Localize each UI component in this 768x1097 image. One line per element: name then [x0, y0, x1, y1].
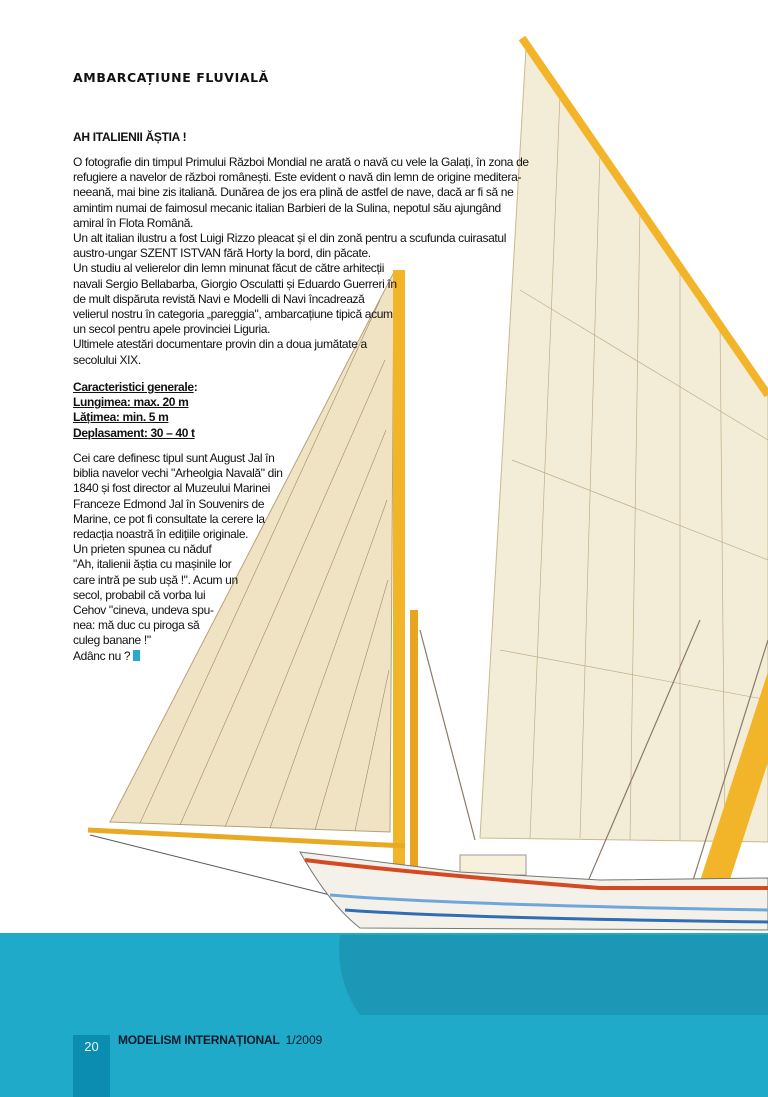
text-line: biblia navelor vechi "Arheolgia Navală" din — [73, 466, 283, 481]
text-line: amintim numai de faimosul mecanic italian Barbieri de la Sulina, nepotul său ajungând — [73, 200, 501, 215]
spec-width: Lățimea: min. 5 m — [73, 410, 169, 425]
boom — [88, 830, 405, 846]
spec-displacement: Deplasament: 30 – 40 t — [73, 425, 195, 440]
text-line: Adânc nu ? — [73, 648, 131, 663]
text-line: Cehov "cineva, undeva spu- — [73, 603, 214, 618]
text-line: "Ah, italienii ăștia cu mașinile lor — [73, 557, 232, 572]
footer — [118, 1033, 322, 1047]
text-line: Un alt italian ilustru a fost Luigi Rizzo pleacat și el din zonă pentru a scufunda cuirasatul — [73, 231, 507, 246]
text-line: velierul nostru în categoria „pareggia", ambarcațiune tipică acum — [73, 307, 393, 322]
spec-length: Lungimea: max. 20 m — [73, 395, 189, 410]
text-line: culeg banane !" — [73, 633, 151, 648]
text-line: Cei care definesc tipul sunt August Jal în — [73, 451, 275, 465]
text-line: amiral în Flota Română. — [73, 215, 194, 230]
text-line: neeană, mai bine zis italiană. Dunărea de jos era plină de astfel de nave, dacă ar fi să ne — [73, 185, 514, 200]
text-line: redacția noastră în edițiile originale. — [73, 527, 249, 542]
text-line: nea: mă duc cu piroga să — [73, 618, 200, 633]
text-line: navali Sergio Bellabarba, Giorgio Osculatti și Eduardo Guerreri în — [73, 276, 397, 291]
text-line: Ultimele atestări documentare provin din a doua jumătate a — [73, 337, 367, 352]
article-title: AH ITALIENII ĂȘTIA ! — [73, 130, 187, 144]
closing-text — [73, 451, 283, 664]
section-kicker: AMBARCAȚIUNE FLUVIALĂ — [73, 70, 269, 85]
text-line: de mult dispăruta revistă Navi e Modelli di Navi încadrează — [73, 291, 365, 306]
end-of-article-mark — [133, 650, 140, 661]
magazine-name: MODELISM INTERNAȚIONAL — [118, 1033, 280, 1047]
text-line: austro-ungar SZENT ISTVAN fără Horty la bord, din păcate. — [73, 246, 371, 261]
text-line: Franceze Edmond Jal în Souvenirs de — [73, 496, 265, 511]
text-line: 1840 și fost director al Muzeului Marinei — [73, 481, 271, 496]
text-line: Un prieten spunea cu năduf — [73, 542, 212, 557]
text-line: refugiere a navelor de război românești. Este evident o navă din lemn de origine meditera- — [73, 170, 522, 185]
text-line: secol, probabil că vorba lui — [73, 587, 206, 602]
specs-heading: Caracteristici generale — [73, 380, 194, 394]
issue-number: 1/2009 — [285, 1033, 323, 1047]
page-number: 20 — [73, 1035, 110, 1097]
text-line: O fotografie din timpul Primului Război Mondial ne arată o navă cu vele la Galați, în zona de — [73, 155, 529, 169]
specs-colon: : — [193, 380, 198, 394]
text-line: un secol pentru apele provinciei Liguria. — [73, 322, 271, 337]
specs-block — [73, 380, 197, 441]
text-line: secolului XIX. — [73, 352, 141, 367]
text-line: Marine, ce pot fi consultate la cerere la — [73, 511, 265, 526]
text-line: care intră pe sub ușă !". Acum un — [73, 572, 238, 587]
text-line: Un studiu al velierelor din lemn minunat făcut de către arhitecții — [73, 261, 385, 276]
intro-text — [73, 155, 529, 368]
